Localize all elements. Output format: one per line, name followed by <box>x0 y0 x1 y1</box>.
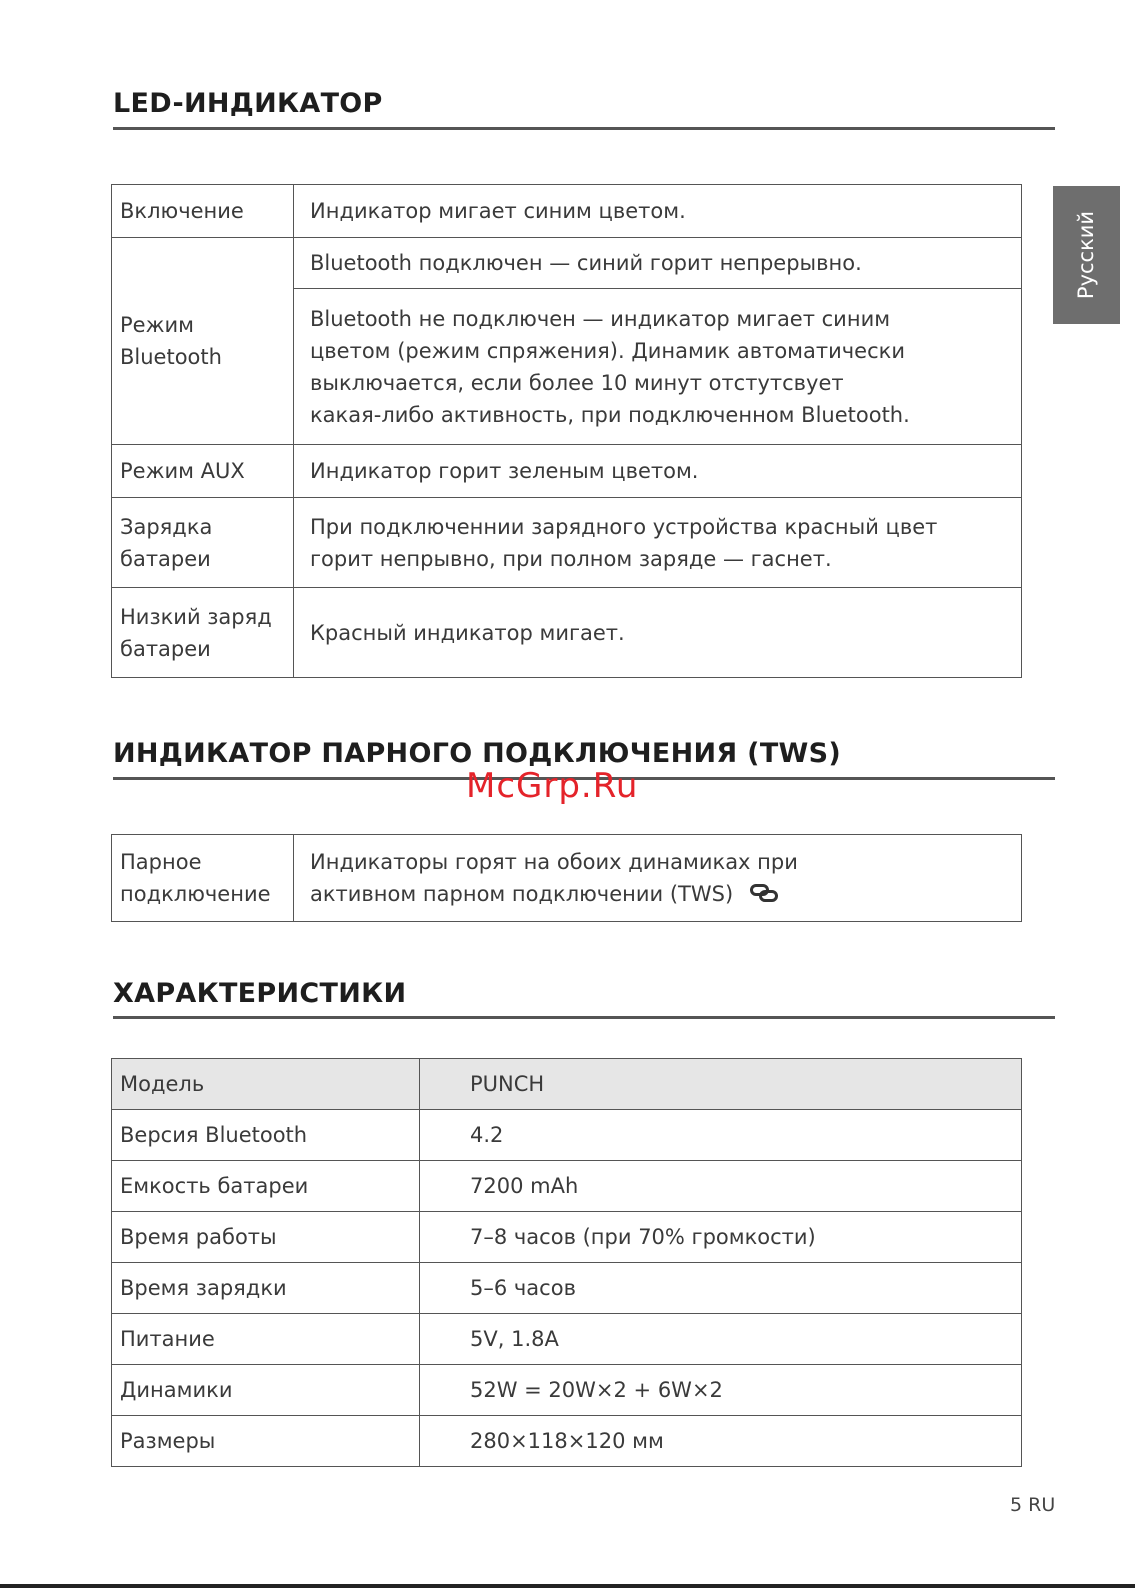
table-row <box>112 185 1022 238</box>
spec-value: 5–6 часов <box>420 1263 1022 1314</box>
spec-label: Питание <box>112 1314 420 1365</box>
table-row <box>112 1059 1022 1110</box>
table-row <box>112 498 1022 588</box>
bottom-border <box>0 1584 1135 1588</box>
row-text: Индикатор мигает синим цветом. <box>294 185 1022 238</box>
watermark: McGrp.Ru <box>466 766 639 806</box>
spec-value: PUNCH <box>420 1059 1022 1110</box>
table-row <box>112 835 1022 922</box>
specs-section-rule <box>113 1016 1055 1019</box>
table-row <box>112 1110 1022 1161</box>
spec-label: Динамики <box>112 1365 420 1416</box>
row-label: Включение <box>112 185 294 238</box>
spec-label: Версия Bluetooth <box>112 1110 420 1161</box>
row-label: Низкий заряд батареи <box>112 588 294 678</box>
row-label: Парное подключение <box>112 835 294 922</box>
language-tab-label: Русский <box>1074 210 1099 300</box>
row-label: Режим Bluetooth <box>112 238 294 445</box>
table-row <box>112 1314 1022 1365</box>
specs-table <box>111 1058 1022 1467</box>
spec-label: Время зарядки <box>112 1263 420 1314</box>
spec-value: 52W = 20W×2 + 6W×2 <box>420 1365 1022 1416</box>
table-row <box>112 1365 1022 1416</box>
spec-value: 7200 mAh <box>420 1161 1022 1212</box>
table-row <box>112 1263 1022 1314</box>
table-row <box>112 1416 1022 1467</box>
row-text: Bluetooth не подключен — индикатор мигает синим цветом (режим спряжения). Динамик автоматически выключается, если более 10 минут отстутсвует какая-либо активность, при подключенном Bluetooth. <box>294 289 1022 445</box>
tws-table <box>111 834 1022 922</box>
spec-label: Размеры <box>112 1416 420 1467</box>
table-row <box>112 588 1022 678</box>
row-text <box>294 835 1022 922</box>
tws-section-title: ИНДИКАТОР ПАРНОГО ПОДКЛЮЧЕНИЯ (TWS) <box>113 738 842 769</box>
language-tab <box>1053 186 1120 324</box>
led-table <box>111 184 1022 678</box>
spec-label: Емкость батареи <box>112 1161 420 1212</box>
spec-value: 280×118×120 мм <box>420 1416 1022 1467</box>
table-row <box>112 238 1022 289</box>
table-row <box>112 445 1022 498</box>
row-text: При подключеннии зарядного устройства красный цвет горит непрывно, при полном заряде — гаснет. <box>294 498 1022 588</box>
led-section-title: LED-ИНДИКАТОР <box>113 88 383 119</box>
row-label: Режим AUX <box>112 445 294 498</box>
spec-value: 4.2 <box>420 1110 1022 1161</box>
page-number: 5 RU <box>1010 1494 1056 1516</box>
spec-label: Модель <box>112 1059 420 1110</box>
spec-label: Время работы <box>112 1212 420 1263</box>
row-text: Красный индикатор мигает. <box>294 588 1022 678</box>
spec-value: 7–8 часов (при 70% громкости) <box>420 1212 1022 1263</box>
table-row <box>112 1212 1022 1263</box>
row-text: Bluetooth подключен — синий горит непрерывно. <box>294 238 1022 289</box>
row-label: Зарядка батареи <box>112 498 294 588</box>
tws-text: Индикаторы горят на обоих динамиках при активном парном подключении (TWS) <box>310 849 798 906</box>
spec-value: 5V, 1.8A <box>420 1314 1022 1365</box>
specs-section-title: ХАРАКТЕРИСТИКИ <box>113 978 407 1009</box>
table-row <box>112 1161 1022 1212</box>
led-section-rule <box>113 127 1055 130</box>
row-text: Индикатор горит зеленым цветом. <box>294 445 1022 498</box>
link-icon <box>750 879 778 911</box>
